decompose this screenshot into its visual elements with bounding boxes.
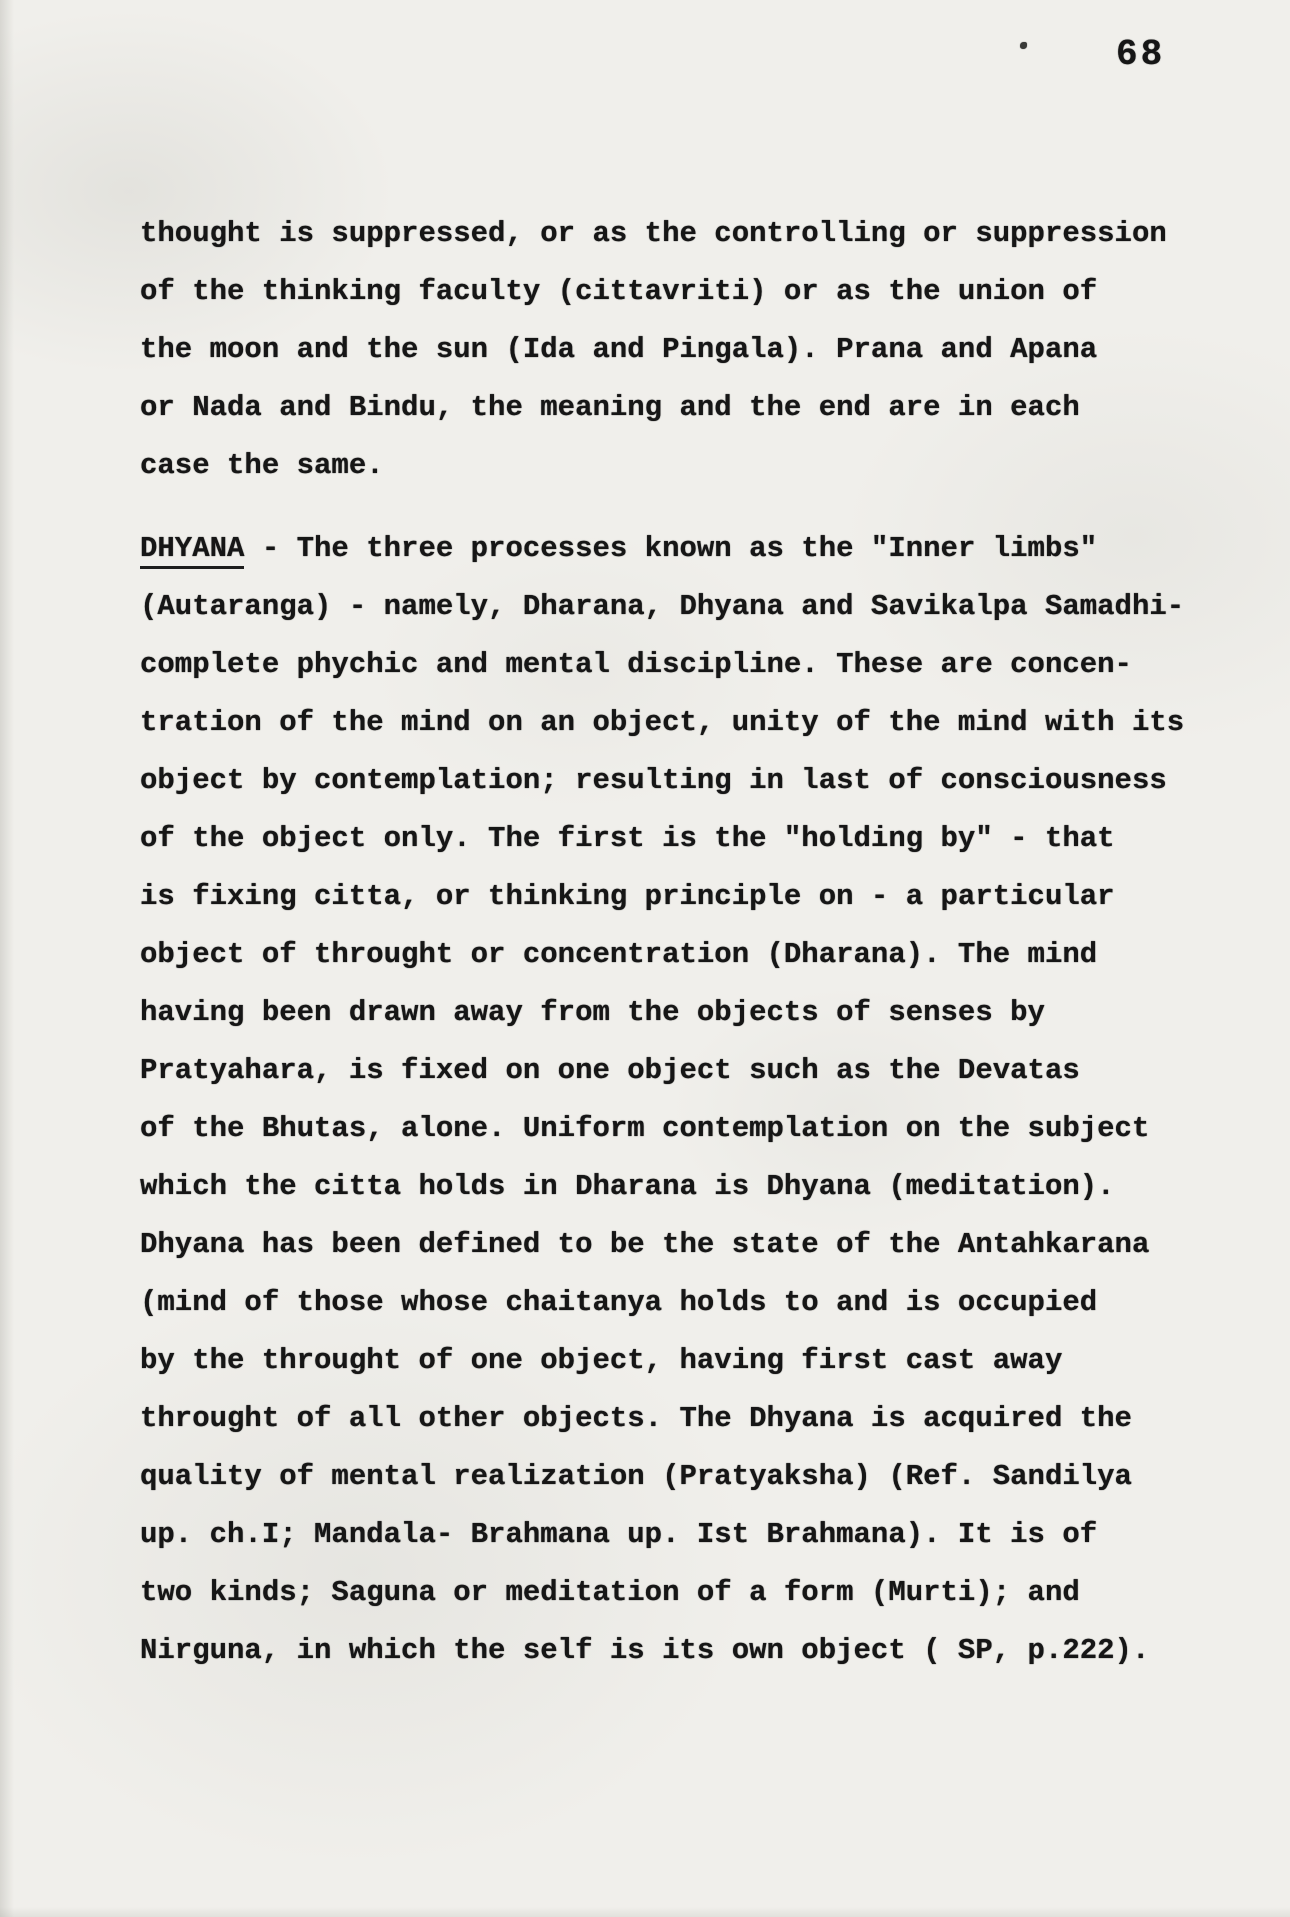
text-line: quality of mental realization (Pratyaksha) (Ref. Sandilya: [140, 1460, 1132, 1493]
text-line: is fixing citta, or thinking principle on - a particular: [140, 880, 1115, 913]
paragraph-intro: [140, 205, 1230, 495]
dhyana-term: DHYANA: [140, 532, 244, 569]
paragraph-dhyana: [140, 520, 1230, 1680]
text-line: which the citta holds in Dharana is Dhyana (meditation).: [140, 1170, 1115, 1203]
ink-speck-mark: [1020, 42, 1027, 49]
text-line: or Nada and Bindu, the meaning and the end are in each: [140, 391, 1080, 424]
term-line-rest: - The three processes known as the "Inner limbs": [244, 532, 1098, 565]
text-line: object by contemplation; resulting in last of consciousness: [140, 764, 1167, 797]
text-line: of the Bhutas, alone. Uniform contemplation on the subject: [140, 1112, 1150, 1145]
page-number: 68: [1116, 34, 1166, 75]
text-line: Pratyahara, is fixed on one object such as the Devatas: [140, 1054, 1080, 1087]
text-line: of the object only. The first is the "holding by" - that: [140, 822, 1115, 855]
text-line: complete phychic and mental discipline. These are concen-: [140, 648, 1132, 681]
text-line: Dhyana has been defined to be the state of the Antahkarana: [140, 1228, 1150, 1261]
text-line: Nirguna, in which the self is its own object ( SP, p.222).: [140, 1634, 1150, 1667]
text-line: of the thinking faculty (cittavriti) or as the union of: [140, 275, 1098, 308]
text-line: by the throught of one object, having first cast away: [140, 1344, 1063, 1377]
text-line: up. ch.I; Mandala- Brahmana up. Ist Brahmana). It is of: [140, 1518, 1098, 1551]
text-line: having been drawn away from the objects of senses by: [140, 996, 1045, 1029]
text-line: object of throught or concentration (Dharana). The mind: [140, 938, 1098, 971]
text-line: two kinds; Saguna or meditation of a form (Murti); and: [140, 1576, 1080, 1609]
text-line: tration of the mind on an object, unity of the mind with its: [140, 706, 1185, 739]
text-line-with-term: [140, 520, 1230, 578]
text-line: throught of all other objects. The Dhyana is acquired the: [140, 1402, 1132, 1435]
text-line: thought is suppressed, or as the controlling or suppression: [140, 217, 1167, 250]
text-line: (Autaranga) - namely, Dharana, Dhyana and Savikalpa Samadhi-: [140, 590, 1185, 623]
text-line: (mind of those whose chaitanya holds to and is occupied: [140, 1286, 1098, 1319]
text-line: the moon and the sun (Ida and Pingala). Prana and Apana: [140, 333, 1098, 366]
text-line: case the same.: [140, 449, 384, 482]
